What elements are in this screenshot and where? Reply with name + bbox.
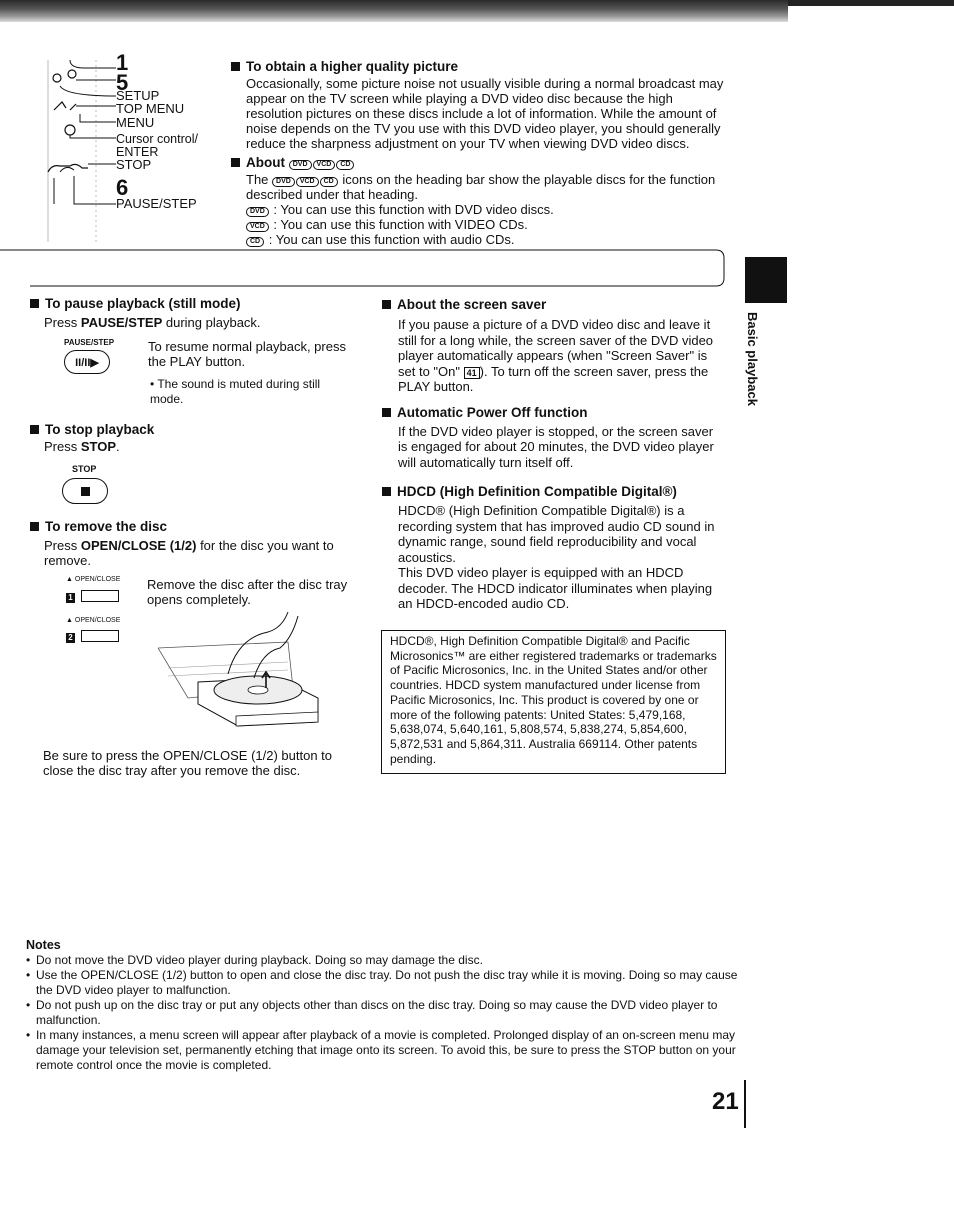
right-column (382, 297, 722, 612)
pause-press: Press PAUSE/STEP during playback. (44, 315, 261, 330)
page-number: 21 (712, 1088, 739, 1115)
label-menu: MENU (116, 115, 155, 130)
pause-step-button: II/II▶ (64, 350, 110, 374)
remove-press: Press OPEN/CLOSE (1/2) for the disc you want to remove. (44, 538, 334, 568)
header-bar-edge (788, 0, 954, 6)
saver-body: If you pause a picture of a DVD video disc and leave it still for a long while, the screen saver of the DVD video player automatically appears (when "Screen Saver" is set to "On" 41 ). To turn off the screen saver, press the PLAY button. (398, 317, 714, 394)
label-enter: ENTER (116, 145, 159, 159)
apo-heading: Automatic Power Off function (382, 405, 722, 421)
page-ref-badge: 41 (464, 367, 480, 379)
about-heading: About DVD VCD CD (231, 155, 731, 171)
pause-heading: To pause playback (still mode) (30, 296, 360, 312)
label-top-menu: TOP MENU (116, 101, 185, 116)
dvd-badge: DVD (289, 160, 312, 170)
step-1: 1 (66, 587, 119, 605)
cd-badge: CD (336, 160, 354, 170)
label-pause-step: PAUSE/STEP (116, 196, 197, 211)
open-close-label-1: ▲ OPEN/CLOSE (66, 576, 121, 583)
note-item: • Do not move the DVD video player during playback. Doing so may damage the disc. (26, 953, 738, 968)
callout-6: 6 (116, 175, 129, 200)
stop-press: Press STOP. (44, 439, 120, 454)
section-divider (0, 248, 740, 292)
open-close-label-2: ▲ OPEN/CLOSE (66, 617, 121, 624)
quality-section (231, 59, 731, 247)
stop-section (30, 422, 360, 454)
pause-button-label: PAUSE/STEP (64, 338, 115, 347)
about-line-vcd: VCD : You can use this function with VIDEO CDs. (246, 217, 731, 232)
hdcd-heading: HDCD (High Definition Compatible Digital®) (382, 484, 722, 500)
side-tab-block (745, 257, 787, 303)
remove-section (30, 519, 350, 568)
pause-resume-text: To resume normal playback, press the PLAY button. (148, 339, 346, 369)
step-2: 2 (66, 627, 119, 645)
label-stop: STOP (116, 157, 152, 172)
stop-button (62, 478, 108, 504)
hdcd-body-1: HDCD® (High Definition Compatible Digital®) is a recording system that has improved audio CD sound in dynamic range, sound field reproducibility and vocal acoustics. (398, 503, 715, 565)
about-intro: The DVD VCD CD icons on the heading bar show the playable discs for the function described under that heading. (246, 172, 716, 202)
quality-heading: To obtain a higher quality picture (231, 59, 731, 75)
header-bar (0, 0, 788, 22)
remove-heading: To remove the disc (30, 519, 350, 535)
vcd-badge: VCD (313, 160, 336, 170)
note-item: • Use the OPEN/CLOSE (1/2) button to open and close the disc tray. Do not push the disc tray while it is moving. Doing so may cause the DVD video player to malfunction. (26, 968, 738, 998)
notes-heading: Notes (26, 938, 61, 952)
callout-5: 5 (116, 70, 129, 95)
stop-heading: To stop playback (30, 422, 360, 438)
remove-footer: Be sure to press the OPEN/CLOSE (1/2) button to close the disc tray after you remove the disc. (43, 748, 333, 778)
trademark-text: HDCD®, High Definition Compatible Digital® and Pacific Microsonics™ are either registered trademarks or trademarks of Pacific Microsonics, Inc. in the United States and/or other countries. HDCD system manufactured under license from Pacific Microsonics, Inc. This product is covered by one or more of the following patents: United States: 5,479,168, 5,638,074, 5,640,161, 5,808,574, 5,838,274, 5,854,600, 5,872,531 and 5,864,311. Australia 669114. Other patents pending. (390, 634, 717, 766)
trademark-box (381, 630, 726, 774)
open-close-button-icon-2 (81, 630, 119, 642)
disc-tray-illustration (158, 608, 328, 734)
about-line-cd: CD : You can use this function with audio CDs. (246, 232, 731, 247)
callout-1: 1 (116, 50, 129, 75)
remote-diagram (40, 52, 215, 242)
about-line-dvd: DVD : You can use this function with DVD video discs. (246, 202, 731, 217)
quality-body: Occasionally, some picture noise not usually visible during a normal broadcast may appear on the TV screen while playing a DVD video disc because the high resolution pictures on these discs include a lot of information. While the amount of noise depends on the TV you use with this DVD video player, you should generally reduce the sharpness adjustment on your TV when viewing DVD video discs. (246, 76, 724, 151)
left-column (30, 296, 360, 330)
side-tab-label: Basic playback (745, 312, 760, 406)
page-number-bar (744, 1080, 746, 1128)
stop-square-icon (81, 487, 90, 496)
apo-body: If the DVD video player is stopped, or the screen saver is engaged for about 20 minutes, the DVD video player will automatically turn itself off. (398, 423, 714, 470)
stop-button-label: STOP (72, 464, 97, 474)
label-setup: SETUP (116, 88, 160, 103)
open-close-button-icon (81, 590, 119, 602)
label-cursor: Cursor control/ (116, 132, 198, 146)
pause-note: • The sound is muted during still mode. (150, 377, 321, 406)
note-item: • Do not push up on the disc tray or put any objects other than discs on the disc tray. Doing so may cause the DVD video player to malfunction. (26, 998, 738, 1028)
saver-heading: About the screen saver (382, 297, 722, 313)
hdcd-body-2: This DVD video player is equipped with an HDCD decoder. The HDCD indicator illuminates when playing an HDCD-encoded audio CD. (398, 565, 713, 611)
remove-text: Remove the disc after the disc tray opens completely. (147, 577, 348, 607)
note-item: • In many instances, a menu screen will appear after playback of a movie is completed. Prolonged display of an on-screen menu may damage your television set, permanently etching that image onto its screen. To avoid this, be sure to press the STOP button on your remote control once the movie is completed. (26, 1028, 738, 1073)
notes-section (26, 938, 738, 1073)
